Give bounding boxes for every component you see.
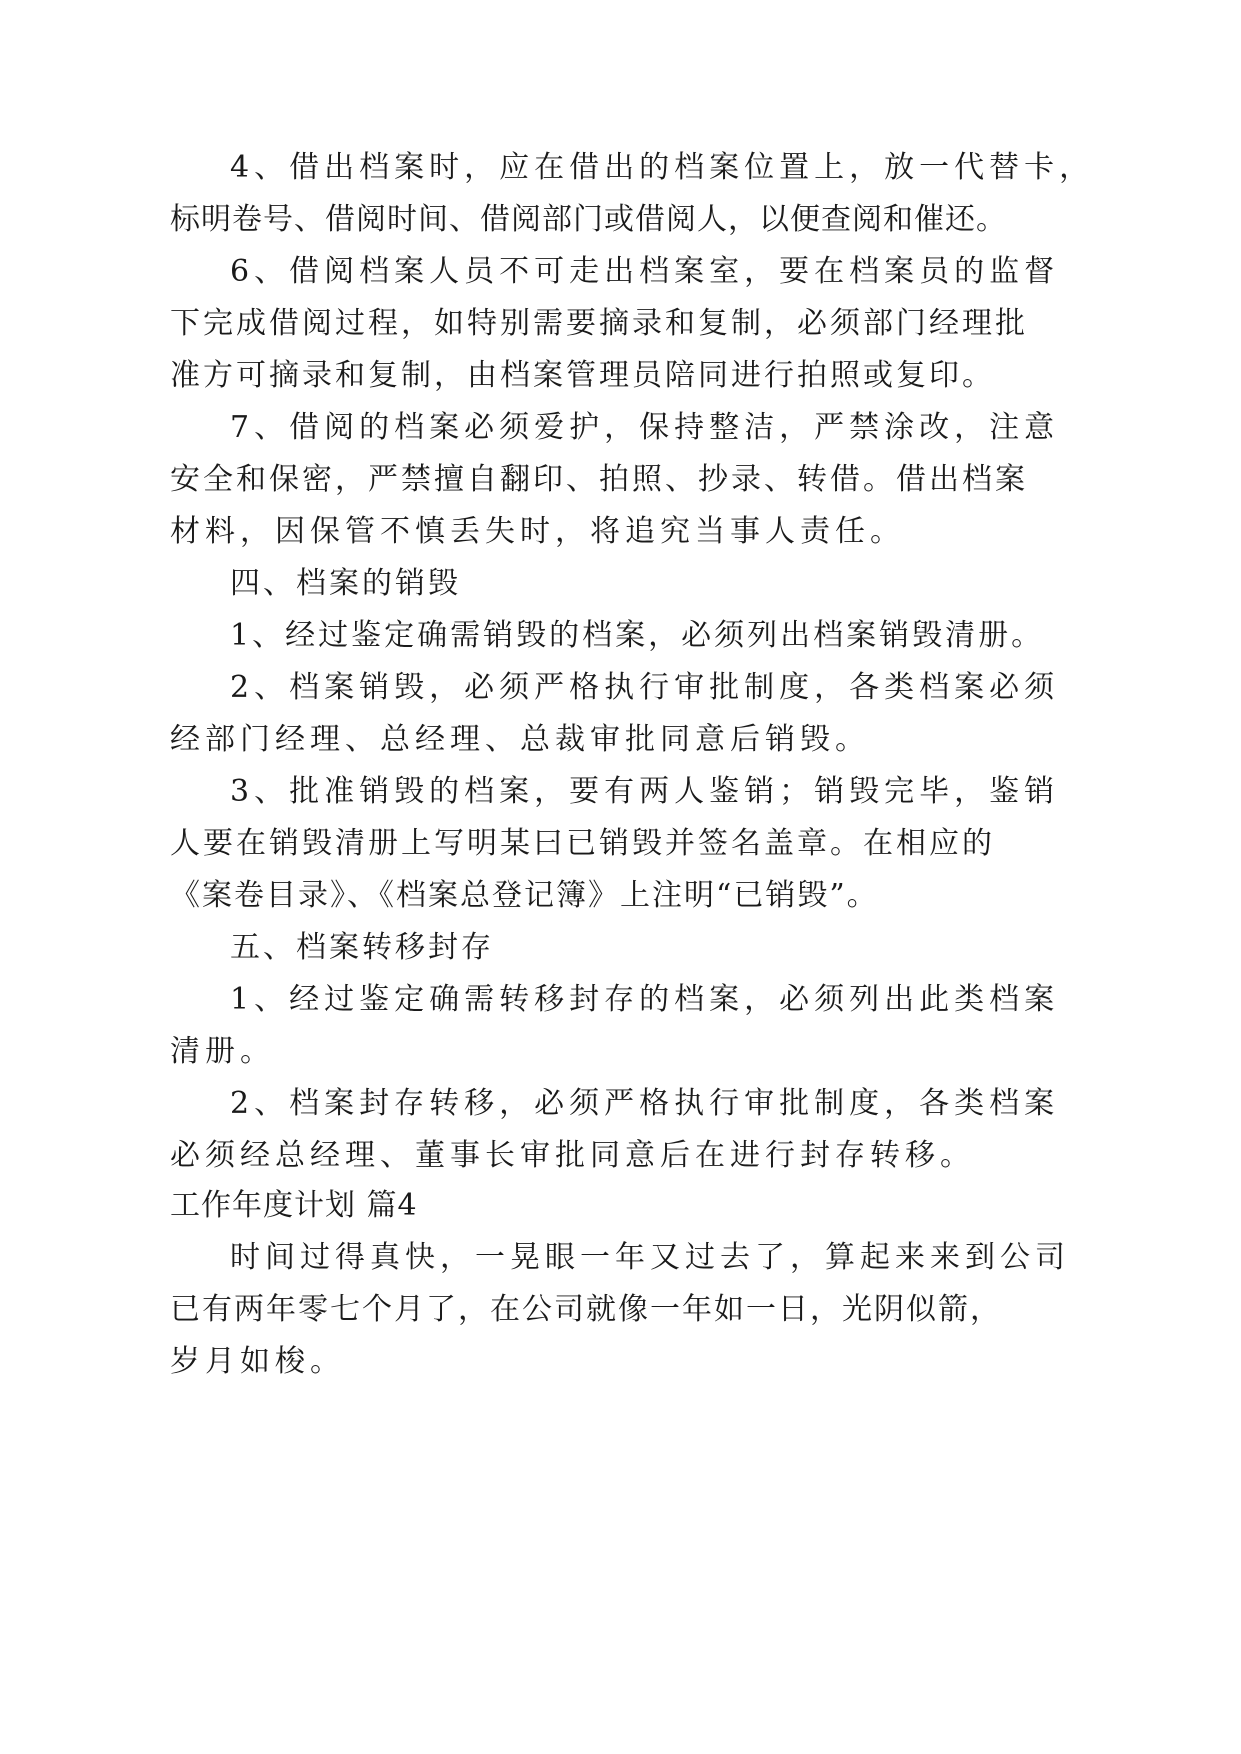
- paragraph-line: 人要在销毁清册上写明某曰已销毁并签名盖章。在相应的: [170, 826, 995, 861]
- paragraph-line: 必须经总经理、董事长审批同意后在进行封存转移。: [170, 1138, 975, 1173]
- paragraph-line: 准方可摘录和复制，由档案管理员陪同进行拍照或复印。: [170, 358, 995, 393]
- section-heading: 五、档案转移封存: [230, 930, 494, 965]
- paragraph-line: 7、借阅的档案必须爱护，保持整洁，严禁涂改，注意: [230, 410, 1060, 445]
- paragraph-line: 《案卷目录》、《档案总登记簿》上注明“已销毁”。: [170, 878, 879, 913]
- document-title: 工作年度计划 篇4: [170, 1188, 418, 1223]
- paragraph-line: 清册。: [170, 1034, 275, 1069]
- paragraph-line: 4、借出档案时，应在借出的档案位置上，放一代替卡，: [230, 150, 1095, 185]
- section-heading: 四、档案的销毁: [230, 566, 461, 601]
- paragraph-line: 下完成借阅过程，如特别需要摘录和复制，必须部门经理批: [170, 306, 1028, 341]
- paragraph-line: 1、经过鉴定确需销毁的档案，必须列出档案销毁清册。: [230, 618, 1045, 653]
- paragraph-line: 岁月如梭。: [170, 1344, 345, 1379]
- paragraph-line: 安全和保密，严禁擅自翻印、拍照、抄录、转借。借出档案: [170, 462, 1028, 497]
- paragraph-line: 1、经过鉴定确需转移封存的档案，必须列出此类档案: [230, 982, 1060, 1017]
- paragraph-line: 时间过得真快，一晃眼一年又过去了，算起来来到公司: [230, 1240, 1070, 1275]
- paragraph-line: 3、批准销毁的档案，要有两人鉴销；销毁完毕，鉴销: [230, 774, 1060, 809]
- paragraph-line: 材料，因保管不慎丢失时，将追究当事人责任。: [170, 514, 905, 549]
- paragraph-line: 已有两年零七个月了，在公司就像一年如一日，光阴似箭，: [170, 1292, 1002, 1327]
- paragraph-line: 2、档案销毁，必须严格执行审批制度，各类档案必须: [230, 670, 1060, 705]
- paragraph-line: 标明卷号、借阅时间、借阅部门或借阅人，以便查阅和催还。: [170, 202, 1007, 237]
- paragraph-line: 6、借阅档案人员不可走出档案室，要在档案员的监督: [230, 254, 1060, 289]
- paragraph-line: 经部门经理、总经理、总裁审批同意后销毁。: [170, 722, 870, 757]
- paragraph-line: 2、档案封存转移，必须严格执行审批制度，各类档案: [230, 1086, 1060, 1121]
